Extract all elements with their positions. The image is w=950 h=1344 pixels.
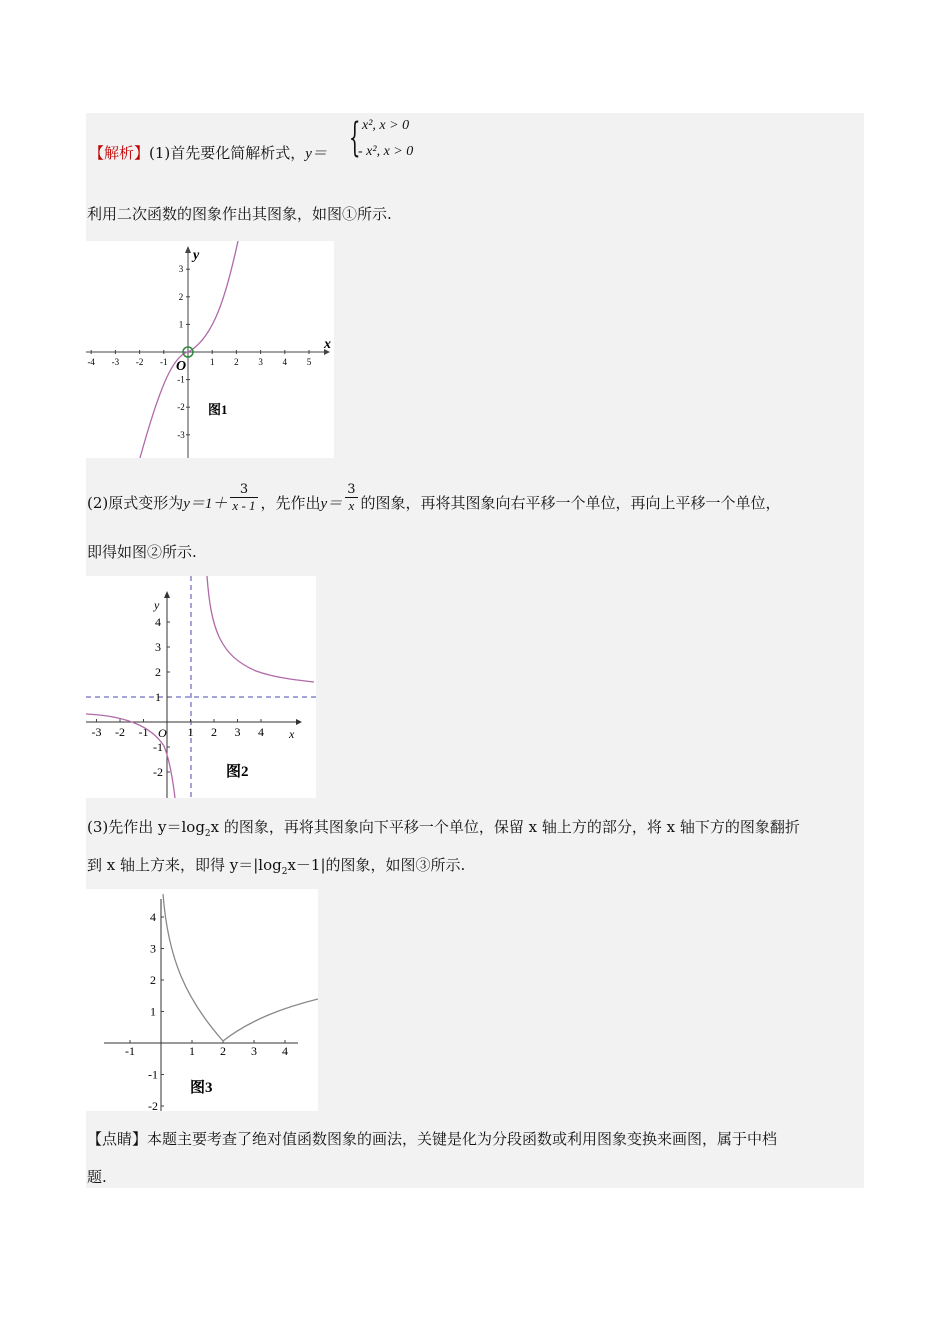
part1-y-eq: y＝ xyxy=(305,146,327,162)
fig1-x-tick-label: -3 xyxy=(111,357,120,367)
part3-line-1 xyxy=(87,817,800,844)
figure-2-plot xyxy=(86,576,316,798)
fig1-y-label: y xyxy=(193,248,200,263)
piecewise-case-1: x², x > 0 xyxy=(362,118,410,133)
fig2-y-tick-label: -1 xyxy=(153,740,163,754)
analysis-line-1 xyxy=(89,143,327,164)
fig2-curve-right xyxy=(207,576,314,682)
fig2-y-tick-label: 1 xyxy=(155,690,161,704)
fig3-x-tick-label: 3 xyxy=(251,1044,257,1058)
fig1-x-tick-label: -2 xyxy=(135,357,144,367)
part2-frac2-den: x xyxy=(345,497,357,513)
fig1-x-tick-label: 3 xyxy=(258,357,263,367)
fig3-y-tick-label: -2 xyxy=(148,1099,158,1111)
piecewise-case-2: - x², x > 0 xyxy=(358,144,414,159)
fig3-y-tick-label: 2 xyxy=(150,973,156,987)
fig2-x-tick-label: 3 xyxy=(234,725,241,739)
fig1-y-tick-label: -3 xyxy=(177,429,185,440)
fig2-y-tick-label: 3 xyxy=(155,640,161,654)
fig2-origin-label: O xyxy=(158,726,167,740)
fig2-x-tick-label: -1 xyxy=(138,725,149,739)
fig1-y-tick-label: 2 xyxy=(178,291,184,302)
fig3-x-tick-label: 1 xyxy=(189,1044,195,1058)
part3-line-2 xyxy=(87,855,465,882)
fig3-y-tick-label: 3 xyxy=(150,941,156,956)
part2-frac1-den: x - 1 xyxy=(232,497,256,513)
fig2-y-tick-label: -2 xyxy=(153,765,163,779)
fig1-y-arrow xyxy=(185,246,191,253)
fig2-x-label: x xyxy=(289,727,295,741)
fig1-x-tick-label: 4 xyxy=(282,357,288,367)
piecewise-brace: { xyxy=(349,115,361,161)
fig2-y-arrow xyxy=(164,591,170,598)
figure-3-plot xyxy=(86,889,318,1111)
part2-mid: ，先作出 xyxy=(260,494,321,512)
fig2-x-tick-label: 2 xyxy=(211,725,217,739)
part2-line-1 xyxy=(87,481,781,514)
part3-line2-b: x－1|的图象，如图③所示. xyxy=(287,856,466,874)
fig2-x-tick-label: 1 xyxy=(187,725,194,739)
fig1-origin-label: O xyxy=(176,359,187,374)
fig2-x-tick-label: -3 xyxy=(91,725,102,739)
fig3-y-tick-label: -1 xyxy=(148,1067,158,1082)
fig3-y-tick-label: 1 xyxy=(150,1004,156,1019)
part3-line2-a: 到 x 轴上方来，即得 y＝|log xyxy=(87,856,282,874)
part2-prefix: (2)原式变形为 xyxy=(87,494,184,512)
fig1-x-tick-label: -1 xyxy=(160,357,168,367)
part3-line1-a: (3)先作出 y＝log xyxy=(87,818,205,836)
part2-line-2: 即得如图②所示. xyxy=(87,543,197,561)
part2-fraction-2 xyxy=(345,482,357,513)
figure-1-plot xyxy=(86,241,334,458)
fig2-y-tick-label: 4 xyxy=(155,615,161,629)
fig1-y-tick-label: 1 xyxy=(178,319,184,330)
part1-line-2: 利用二次函数的图象作出其图象，如图①所示. xyxy=(87,205,392,223)
comment-tag: 【点睛】 xyxy=(87,1130,148,1148)
part2-frac2-num: 3 xyxy=(347,481,356,497)
fig1-y-tick-label: 3 xyxy=(178,264,184,275)
fig3-caption: 图3 xyxy=(190,1080,213,1096)
fig2-x-tick-label: 4 xyxy=(258,725,264,739)
part2-suffix: 的图象，再将其图象向右平移一个单位，再向上平移一个单位， xyxy=(360,494,781,512)
fig1-x-tick-label: 1 xyxy=(209,357,215,367)
comment-text-1: 本题主要考查了绝对值函数图象的画法，关键是化为分段函数或利用图象变换来画图，属于中档 xyxy=(147,1130,778,1148)
fig2-y-tick-label: 2 xyxy=(155,665,161,679)
fig2-x-arrow xyxy=(296,719,302,725)
figure-2 xyxy=(86,576,316,798)
analysis-tag: 【解析】 xyxy=(89,144,150,162)
fig3-y-tick-label: 4 xyxy=(150,910,156,924)
fig1-x-tick-label: 2 xyxy=(234,357,239,367)
part3-sub-2: 2 xyxy=(281,867,288,877)
part2-frac1-num: 3 xyxy=(239,481,249,497)
fig3-curve xyxy=(163,894,318,1041)
part1-prefix: (1)首先要化简解析式， xyxy=(149,144,306,162)
fig1-y-tick-label: -1 xyxy=(177,374,185,385)
fig3-x-tick-label: 4 xyxy=(282,1044,288,1058)
fig1-x-label: x xyxy=(324,337,331,352)
comment-line-2: 题. xyxy=(87,1168,107,1186)
comment-line-1 xyxy=(87,1129,777,1149)
fig1-curve xyxy=(140,241,238,458)
fig2-caption: 图2 xyxy=(226,764,249,780)
fig3-x-tick-label: -1 xyxy=(125,1044,135,1058)
fig2-y-label: y xyxy=(154,598,160,612)
part3-line1-b: x 的图象，再将其图象向下平移一个单位，保留 x 轴上方的部分，将 x 轴下方的图象翻折 xyxy=(210,818,800,836)
fig1-y-tick-label: -2 xyxy=(177,402,185,413)
part2-y2: y＝ xyxy=(320,496,343,512)
fig1-x-tick-label: 5 xyxy=(306,357,312,367)
fig3-x-tick-label: 2 xyxy=(220,1044,226,1058)
fig2-x-tick-label: -2 xyxy=(115,725,125,739)
part2-y1: y＝1＋ xyxy=(183,496,228,512)
part3-sub-1: 2 xyxy=(204,829,211,839)
figure-1 xyxy=(86,241,334,458)
figure-3 xyxy=(86,889,318,1111)
part2-fraction-1 xyxy=(230,482,257,513)
fig1-caption: 图1 xyxy=(208,402,228,417)
fig1-x-tick-label: -4 xyxy=(87,357,95,367)
